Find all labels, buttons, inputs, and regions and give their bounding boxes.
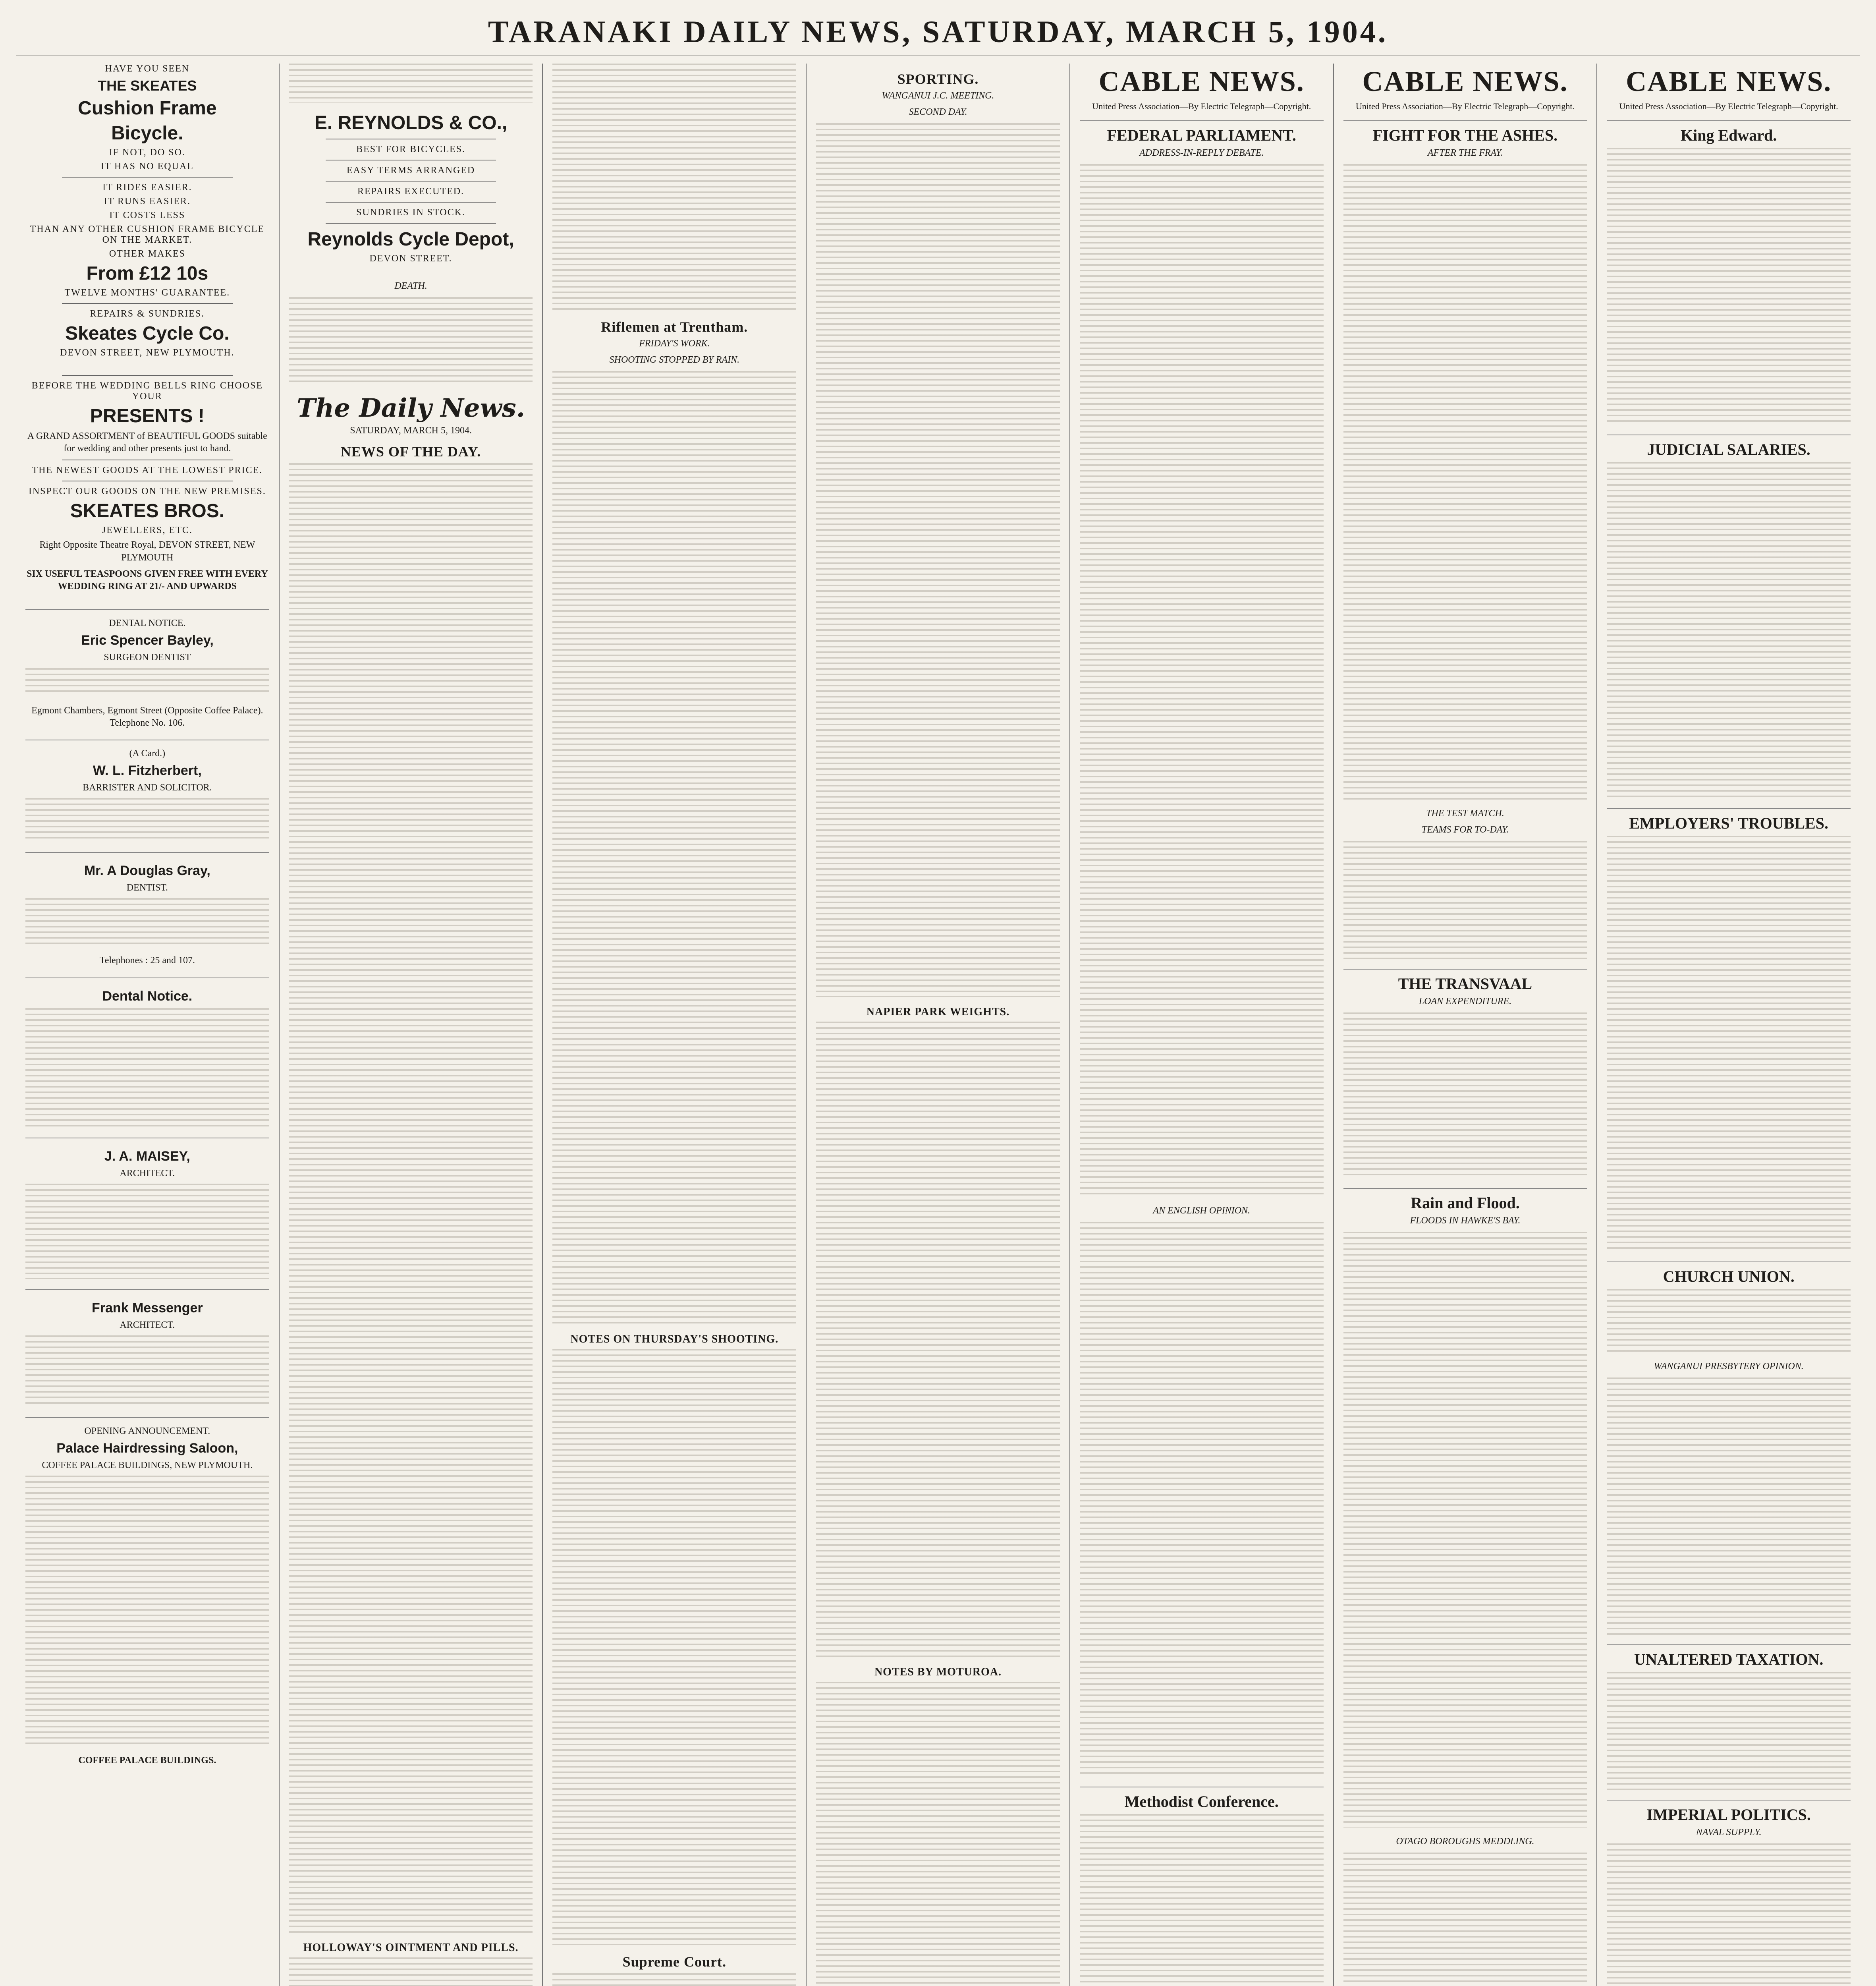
text-block (816, 1682, 1060, 1986)
ad-address: DEVON STREET. (369, 253, 452, 264)
text-block (1607, 148, 1851, 426)
divider (326, 181, 496, 182)
methodist-conference-heading: Methodist Conference. (1080, 1787, 1324, 1811)
employers-troubles-heading: EMPLOYERS' TROUBLES. (1607, 808, 1851, 833)
ad-company: Skeates Cycle Co. (65, 323, 230, 344)
ad-feature: THAN ANY OTHER CUSHION FRAME BICYCLE ON THE MARKET. (30, 224, 265, 245)
column-3 (543, 64, 807, 1986)
notice-name: Eric Spencer Bayley, (81, 633, 214, 648)
ad-line: Cushion Frame (78, 98, 217, 119)
text-block (289, 1957, 533, 1986)
text-block (1343, 164, 1587, 800)
ad-feature: IT RIDES EASIER. (102, 182, 192, 193)
cable-news-subtitle: United Press Association—By Electric Telegraph—Copyright. (1619, 101, 1838, 111)
text-block (1080, 1222, 1324, 1778)
rain-flood-heading: Rain and Flood. (1343, 1188, 1587, 1212)
ad-depot: Reynolds Cycle Depot, (307, 229, 514, 250)
ad-line: THE SKEATES (98, 77, 197, 94)
column-2 (280, 64, 543, 1986)
dateline: SATURDAY, MARCH 5, 1904. (350, 425, 472, 436)
napier-weights-heading: NAPIER PARK WEIGHTS. (866, 1006, 1010, 1018)
notice-heading: OPENING ANNOUNCEMENT. (84, 1426, 210, 1436)
notice-address: COFFEE PALACE BUILDINGS, NEW PLYMOUTH. (42, 1460, 253, 1471)
ad-line: REPAIRS EXECUTED. (357, 186, 465, 197)
ad-line: SUNDRIES IN STOCK. (356, 207, 466, 218)
ad-line: HAVE YOU SEEN (105, 64, 190, 74)
text-block (1607, 1377, 1851, 1636)
notice-name: J. A. MAISEY, (104, 1148, 190, 1164)
death-heading: DEATH. (394, 281, 427, 291)
notice-heading: DENTAL NOTICE. (109, 618, 186, 629)
ad-text: A GRAND ASSORTMENT of BEAUTIFUL GOODS suitable for wedding and other presents just to hand. (27, 431, 267, 454)
test-match-subheading: TEAMS FOR TO-DAY. (1421, 825, 1509, 835)
divider (62, 375, 233, 376)
holloway-heading: HOLLOWAY'S OINTMENT AND PILLS. (303, 1942, 519, 1954)
cable-news-title: CABLE NEWS. (1098, 66, 1305, 97)
divider (326, 202, 496, 203)
text-block (25, 1184, 269, 1279)
notice-title: SURGEON DENTIST (104, 652, 191, 663)
ad-line: Bicycle. (111, 123, 183, 144)
ad-feature: IT RUNS EASIER. (104, 196, 191, 207)
ad-company: SKEATES BROS. (70, 500, 225, 522)
ad-guarantee: TWELVE MONTHS' GUARANTEE. (64, 288, 230, 298)
church-union-subheading: WANGANUI PRESBYTERY OPINION. (1654, 1361, 1804, 1372)
notice-title: ARCHITECT. (120, 1319, 175, 1330)
column-1 (16, 64, 280, 1986)
federal-parliament-subheading: ADDRESS-IN-REPLY DEBATE. (1139, 148, 1264, 158)
column-6 (1334, 64, 1598, 1986)
notice-title: ARCHITECT. (120, 1168, 175, 1178)
ad-line: INSPECT OUR GOODS ON THE NEW PREMISES. (28, 486, 266, 497)
text-block (1607, 1289, 1851, 1352)
text-block (1607, 462, 1851, 800)
text-block (289, 64, 533, 103)
dental-notice-bayley (25, 609, 269, 729)
columns (16, 64, 1860, 1986)
masthead (16, 8, 1860, 57)
notice-heading: Dental Notice. (102, 988, 193, 1004)
ad-price-prefix: OTHER MAKES (109, 249, 185, 259)
sporting-subheading: SECOND DAY. (909, 107, 967, 117)
skeates-cycle-ad (25, 64, 269, 358)
text-block (1343, 1232, 1587, 1828)
text-block (1080, 164, 1324, 1197)
ad-price: From £12 10s (86, 263, 208, 284)
text-block (552, 1973, 796, 1986)
ad-line: IF NOT, DO SO. (109, 147, 185, 158)
text-block (1080, 1814, 1324, 1986)
daily-news-logo: The Daily News. (297, 393, 525, 423)
notice-name: W. L. Fitzherbert, (93, 763, 202, 779)
cable-news-subtitle: United Press Association—By Electric Telegraph—Copyright. (1092, 101, 1311, 111)
unaltered-taxation-heading: UNALTERED TAXATION. (1607, 1644, 1851, 1669)
text-block (552, 64, 796, 310)
column-7 (1597, 64, 1860, 1986)
masthead-title: TARANAKI DAILY NEWS, SATURDAY, MARCH 5, 1904. (488, 14, 1388, 49)
skeates-bros-ad (25, 375, 269, 593)
text-block (1343, 841, 1587, 960)
text-block (25, 1335, 269, 1407)
text-block (25, 668, 269, 696)
ad-line: BEFORE THE WEDDING BELLS RING CHOOSE YOUR (31, 381, 263, 402)
ad-headline: PRESENTS ! (90, 406, 205, 427)
card-fitzherbert (25, 740, 269, 842)
dentist-gray (25, 852, 269, 967)
text-block (816, 123, 1060, 997)
palace-hairdressing-ad (25, 1417, 269, 1767)
moturoa-notes-heading: NOTES BY MOTUROA. (874, 1666, 1002, 1678)
imperial-politics-heading: IMPERIAL POLITICS. (1607, 1800, 1851, 1824)
text-block (1607, 1672, 1851, 1791)
text-block (25, 1476, 269, 1746)
divider (326, 223, 496, 224)
cable-news-title: CABLE NEWS. (1362, 66, 1568, 97)
notice-name: Mr. A Douglas Gray, (84, 863, 210, 879)
architect-maisey (25, 1138, 269, 1279)
notice-title: DENTIST. (126, 883, 168, 893)
ashes-heading: FIGHT FOR THE ASHES. (1343, 120, 1587, 145)
federal-parliament-heading: FEDERAL PARLIAMENT. (1080, 120, 1324, 145)
riflemen-subheading: FRIDAY'S WORK. (639, 338, 710, 349)
column-5 (1070, 64, 1334, 1986)
ad-line: EASY TERMS ARRANGED (346, 165, 475, 176)
ad-address: Right Opposite Theatre Royal, DEVON STREET, NEW PLYMOUTH (39, 540, 255, 563)
ad-line: JEWELLERS, ETC. (102, 525, 193, 536)
text-block (289, 297, 533, 384)
riflemen-heading: Riflemen at Trentham. (601, 319, 748, 335)
otago-boroughs-heading: OTAGO BOROUGHS MEDDLING. (1396, 1836, 1534, 1847)
cable-news-title: CABLE NEWS. (1626, 66, 1832, 97)
ad-line: IT HAS NO EQUAL (100, 161, 194, 172)
supreme-court-heading: Supreme Court. (622, 1954, 726, 1970)
judicial-salaries-heading: JUDICIAL SALARIES. (1607, 435, 1851, 459)
text-block (25, 798, 269, 842)
divider (62, 303, 233, 304)
ashes-subheading: AFTER THE FRAY. (1427, 148, 1503, 158)
notice-name: Palace Hairdressing Saloon, (56, 1441, 238, 1456)
text-block (25, 898, 269, 946)
shooting-notes-heading: NOTES ON THURSDAY'S SHOOTING. (570, 1333, 779, 1345)
text-block (552, 1349, 796, 1945)
notice-name: Frank Messenger (92, 1300, 203, 1316)
riflemen-subheading: SHOOTING STOPPED BY RAIN. (609, 355, 740, 365)
church-union-heading: CHURCH UNION. (1607, 1262, 1851, 1286)
notice-address: Egmont Chambers, Egmont Street (Opposite Coffee Palace). (31, 705, 263, 716)
divider (62, 177, 233, 178)
notice-phone: Telephone No. 106. (110, 717, 185, 728)
sporting-heading: SPORTING. (897, 71, 979, 87)
ad-line: THE NEWEST GOODS AT THE LOWEST PRICE. (32, 465, 263, 476)
notice-heading: (A Card.) (129, 748, 166, 759)
imperial-politics-subheading: NAVAL SUPPLY. (1696, 1827, 1762, 1837)
ad-repairs: REPAIRS & SUNDRIES. (90, 309, 205, 319)
text-block (25, 1008, 269, 1127)
text-block (1607, 1843, 1851, 1986)
english-opinion-heading: AN ENGLISH OPINION. (1153, 1206, 1251, 1216)
rain-flood-subheading: FLOODS IN HAWKE'S BAY. (1410, 1215, 1521, 1226)
notice-phone: Telephones : 25 and 107. (99, 955, 195, 966)
ad-offer: SIX USEFUL TEASPOONS GIVEN FREE WITH EVERY WEDDING RING AT 21/- AND UPWARDS (26, 568, 268, 591)
column-4 (807, 64, 1070, 1986)
transvaal-subheading: LOAN EXPENDITURE. (1419, 996, 1512, 1007)
news-of-the-day-heading: NEWS OF THE DAY. (340, 444, 481, 460)
transvaal-heading: THE TRANSVAAL (1343, 969, 1587, 993)
text-block (552, 371, 796, 1324)
notice-footer: COFFEE PALACE BUILDINGS. (78, 1755, 216, 1766)
notice-title: BARRISTER AND SOLICITOR. (83, 782, 212, 793)
text-block (816, 1022, 1060, 1657)
text-block (1343, 1853, 1587, 1986)
text-block (1343, 1012, 1587, 1179)
cable-news-subtitle: United Press Association—By Electric Telegraph—Copyright. (1355, 101, 1575, 111)
ad-line: BEST FOR BICYCLES. (356, 144, 466, 155)
dental-notice-miller (25, 978, 269, 1127)
sporting-subheading: WANGANUI J.C. MEETING. (882, 91, 994, 101)
ad-feature: IT COSTS LESS (109, 210, 185, 220)
ad-company: E. REYNOLDS & CO., (314, 112, 508, 133)
reynolds-ad (289, 112, 533, 264)
architect-messenger (25, 1289, 269, 1407)
test-match-heading: THE TEST MATCH. (1426, 808, 1504, 819)
text-block (1607, 836, 1851, 1253)
king-edward-heading: King Edward. (1607, 120, 1851, 145)
text-block (289, 463, 533, 1933)
ad-address: DEVON STREET, NEW PLYMOUTH. (60, 348, 235, 358)
